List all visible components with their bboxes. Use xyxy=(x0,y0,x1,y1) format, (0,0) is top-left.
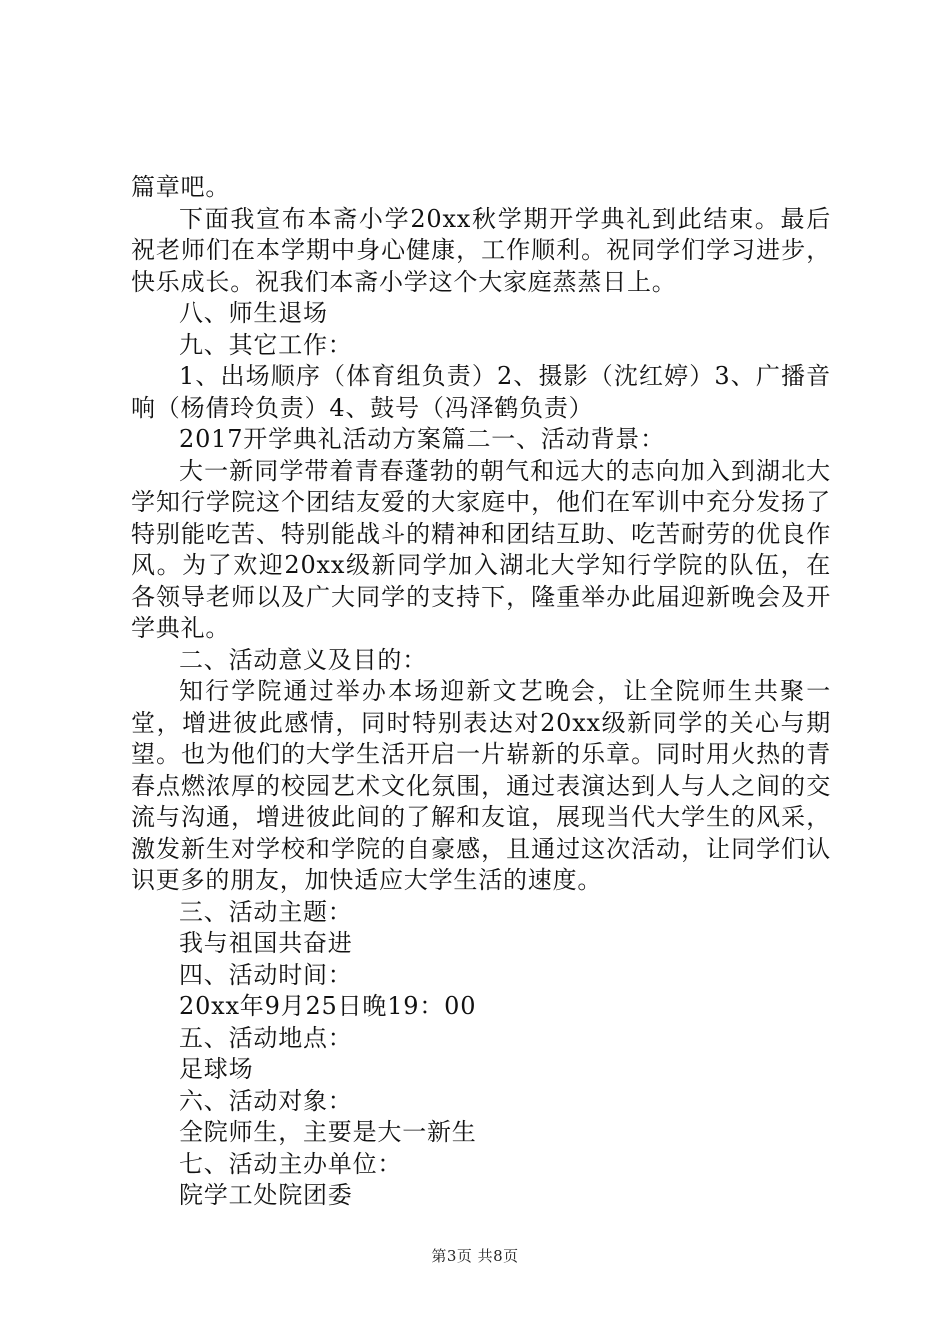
section-heading: 三、活动主题： xyxy=(179,897,353,926)
paragraph: 大一新同学带着青春蓬勃的朝气和远大的志向加入到湖北大学知行学院这个团结友爱的大家庭中，他们在军训中充分发扬了特别能吃苦、特别能战斗的精神和团结互助、吃苦耐劳的优良作风。为了欢迎20xx级新同学加入湖北大学知行学院的队伍，在各领导老师以及广大同学的支持下，隆重举办此届迎新晚会及开学典礼。 xyxy=(131,456,831,642)
section-heading: 四、活动时间： xyxy=(179,960,353,989)
paragraph: 1、出场顺序（体育组负责）2、摄影（沈红婷）3、广播音响（杨倩玲负责）4、鼓号（冯泽鹤负责） xyxy=(131,362,831,422)
page-number-label: 第3页 共8页 xyxy=(431,1247,519,1265)
paragraph: 知行学院通过举办本场迎新文艺晚会，让全院师生共聚一堂，增进彼此感情，同时特别表达对20xx级新同学的关心与期望。也为他们的大学生活开启一片崭新的乐章。同时用火热的青春点燃浓厚的校园艺术文化氛围，通过表演达到人与人之间的交流与沟通，增进彼此间的了解和友谊，展现当代大学生的风采，激发新生对学校和学院的自豪感，且通过这次活动，让同学们认识更多的朋友，加快适应大学生活的速度。 xyxy=(131,677,831,894)
paragraph: 下面我宣布本斋小学20xx秋学期开学典礼到此结束。最后祝老师们在本学期中身心健康，工作顺利。祝同学们学习进步，快乐成长。祝我们本斋小学这个大家庭蒸蒸日上。 xyxy=(131,204,831,296)
section-heading: 五、活动地点： xyxy=(179,1023,353,1052)
page-footer xyxy=(0,1245,950,1266)
section-heading: 2017开学典礼活动方案篇二一、活动背景： xyxy=(179,425,665,453)
document-body xyxy=(131,172,831,1212)
section-heading: 六、活动对象： xyxy=(179,1086,353,1115)
paragraph: 20xx年9月25日晚19：00 xyxy=(179,992,477,1020)
paragraph: 篇章吧。 xyxy=(131,173,231,201)
section-heading: 八、师生退场 xyxy=(179,299,328,327)
paragraph: 我与祖国共奋进 xyxy=(179,929,353,957)
section-heading: 七、活动主办单位： xyxy=(179,1149,403,1178)
paragraph: 全院师生，主要是大一新生 xyxy=(179,1118,477,1146)
paragraph: 院学工处院团委 xyxy=(179,1181,353,1209)
section-heading: 九、其它工作： xyxy=(179,330,353,359)
section-heading: 二、活动意义及目的： xyxy=(179,645,427,674)
paragraph: 足球场 xyxy=(179,1055,254,1083)
